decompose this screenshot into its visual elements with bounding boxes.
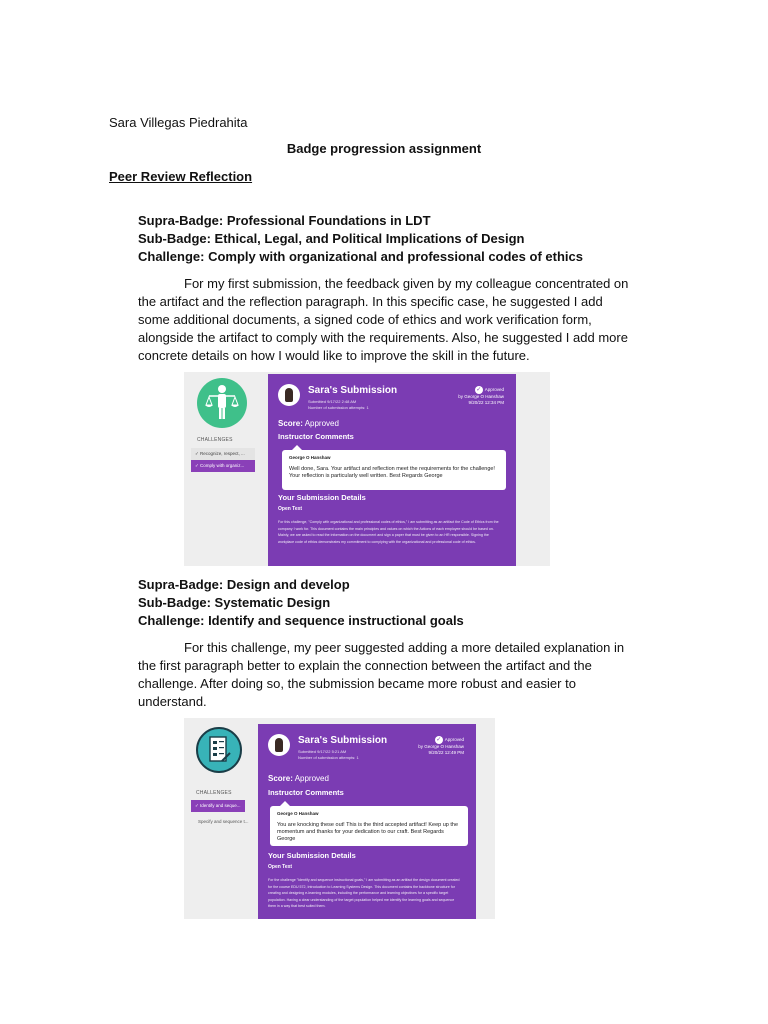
comment-text: Well done, Sara. Your artifact and reflection meet the requirements for the challenge! Your reflection is particularly well written. Best Regards George [289,466,495,479]
approved-label: Approved [444,737,464,743]
submission-panel [268,374,516,566]
score-label: Score: [268,774,293,783]
approved-by: by George O Hanshaw [418,744,464,749]
reflection-paragraph-1: For my first submission, the feedback given by my colleague concentrated on the artifact and the reflection paragraph. In this specific case, he suggested I add some additional documents, a signed code of ethics and work verification form, alongside the artifact to comply with the requirements. Also, he suggested I add more concrete details on how I would like to improve the skill in the future. [138,276,629,363]
open-text-label: Open Text [268,864,293,870]
document-badge-icon [196,727,242,773]
attempt-count: Number of submission attempts: 1 [308,405,369,410]
submitted-date: Submitted 9/17/22 5:21 AM [298,749,347,754]
comment-author: George O Hanshaw [289,455,331,460]
supra-badge: Supra-Badge: Design and develop [138,577,350,592]
challenge-item-recognize: ✓ Recognize, respect, ... [191,448,255,460]
challenge: Challenge: Identify and sequence instructional goals [138,613,464,628]
approved-date: 9/20/22 12:49 PM [428,750,464,755]
submission-body-text: For this challenge, "Comply with organizational and professional codes of ethics," I am submitting as an artifact the Code of Ethics from the company I work for. This document contains the main principles and values on which the Actions of each employee should be based on. Mainly, we are asked to read the information on the document and sign a paper that must be given to an HR responsible. Signing the workplace code of ethics demonstrates my commitment to complying with the organizational and professional code of ethics. [278,520,499,544]
open-text-label: Open Text [278,506,303,512]
submission-body-text: For the challenge "Identify and sequence instructional goals," I am submitting as an artifact the design document created for the course EDU 572, Introduction to Learning Systems Design. This document contains the backbone structure for creating and designing e-learning modules, including the performance and learning objectives for a specific target population. Having a clear understanding of the target population helped me identify the learning goals and sequence them in a way that best suited them. [268,878,460,909]
score-value: Approved [304,419,339,428]
submitted-date: Submitted 9/17/22 2:48 AM [308,399,357,404]
instructor-comment-card [282,450,506,490]
submission-details-heading: Your Submission Details [268,851,356,860]
instructor-comment-card [270,806,468,846]
instructor-comments-heading: Instructor Comments [278,432,354,441]
challenge-sidebar [184,718,266,919]
challenge: Challenge: Comply with organizational and professional codes of ethics [138,249,583,264]
document-title: Badge progression assignment [286,141,482,156]
reflection-paragraph-2: For this challenge, my peer suggested adding a more detailed explanation in the first paragraph better to explain the connection between the artifact and the challenge. After doing so, the submission became more robust and easier to understand. [138,640,625,709]
badge-block-2 [138,576,464,630]
approval-status [418,736,464,756]
challenge-item-comply: ✓ Comply with organiz... [191,460,255,472]
score [268,774,329,783]
instructor-comments-heading: Instructor Comments [268,788,344,797]
approval-status [458,386,504,406]
comment-author: George O Hanshaw [277,811,319,816]
approved-date: 9/20/22 12:34 PM [468,400,504,405]
approved-by: by George O Hanshaw [458,394,504,399]
attempt-count: Number of submission attempts: 1 [298,755,359,760]
score [278,419,339,428]
submission-title: Sara's Submission [298,735,388,746]
section-title: Peer Review Reflection [109,169,253,184]
challenge-sidebar [184,372,266,566]
comment-text: You are knocking these out! This is the third accepted artifact! Keep up the momentum and thanks for your dedication to our craft. Best Regards George [277,822,459,842]
submission-screenshot-2 [184,718,495,919]
challenges-label: CHALLENGES [196,790,232,796]
sub-badge: Sub-Badge: Systematic Design [138,595,331,610]
supra-badge: Supra-Badge: Professional Foundations in LDT [138,213,431,228]
check-icon: ✓ [476,387,482,393]
score-label: Score: [278,419,303,428]
challenge-item-identify: ✓ Identify and seque... [191,800,245,812]
avatar [268,734,290,756]
submission-panel [258,724,476,919]
avatar [278,384,300,406]
submission-details-heading: Your Submission Details [278,493,366,502]
challenges-label: CHALLENGES [197,437,233,443]
challenge-item-specify: Specify and sequence t... [198,819,249,824]
badge-block-1 [138,212,583,266]
approved-label: Approved [484,387,504,393]
submission-screenshot-1 [184,372,550,566]
check-icon: ✓ [436,737,442,743]
score-value: Approved [294,774,329,783]
submission-title: Sara's Submission [308,385,398,396]
justice-badge-icon [197,378,247,428]
author-name: Sara Villegas Piedrahita [109,115,248,130]
sub-badge: Sub-Badge: Ethical, Legal, and Political Implications of Design [138,231,525,246]
